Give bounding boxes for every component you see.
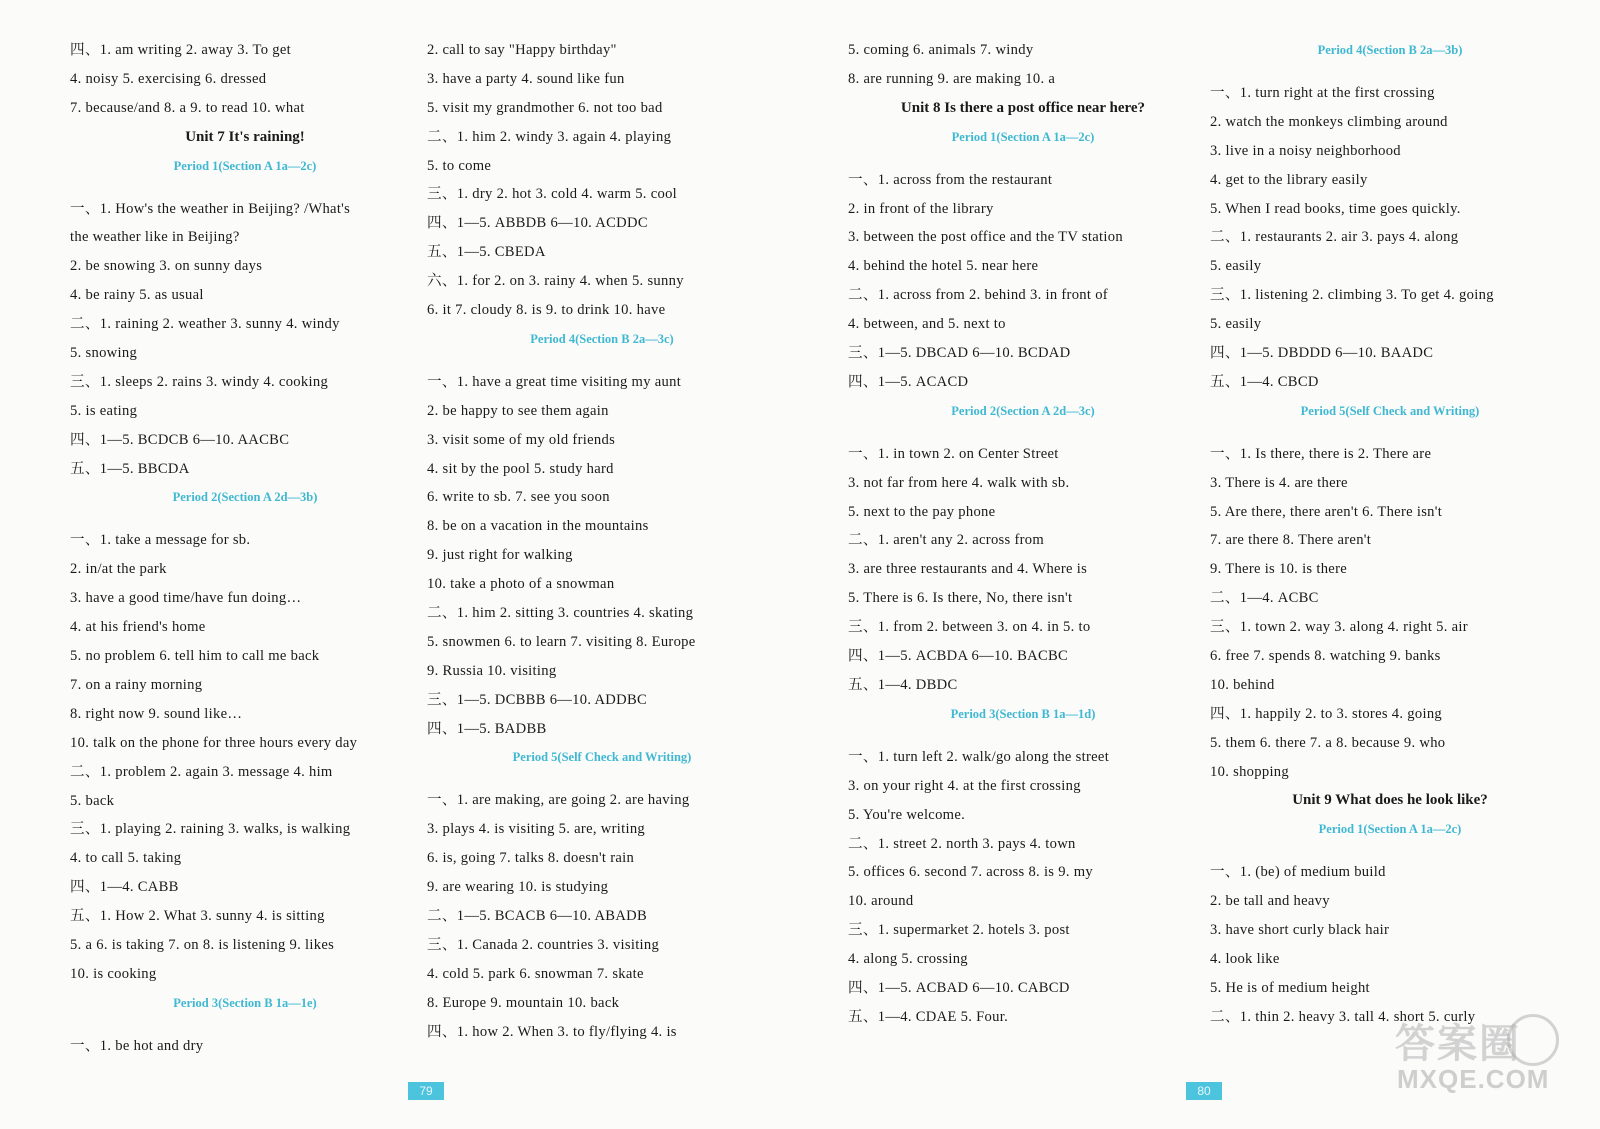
- answer-line: 三、1—5. DBCAD 6—10. BCDAD: [848, 345, 1071, 362]
- answer-line: 五、1—4. CBCD: [1210, 373, 1319, 390]
- answer-line: 4. get to the library easily: [1210, 171, 1368, 188]
- answer-line: 5. back: [70, 792, 115, 809]
- answer-line: 5. to come: [427, 157, 492, 174]
- watermark-seal-icon: [1507, 1014, 1559, 1066]
- answer-line: 5. When I read books, time goes quickly.: [1210, 200, 1461, 217]
- answer-line: 3. not far from here 4. walk with sb.: [848, 474, 1070, 491]
- answer-line: 一、1. How's the weather in Beijing? /What's: [70, 200, 351, 217]
- answer-line: 一、1. be hot and dry: [70, 1037, 204, 1054]
- answer-line: 三、1. playing 2. raining 3. walks, is walking: [70, 821, 351, 838]
- answer-line: 一、1. turn right at the first crossing: [1210, 85, 1435, 101]
- answer-line: 三、1. dry 2. hot 3. cold 4. warm 5. cool: [427, 186, 678, 203]
- period-heading: Period 5(Self Check and Writing): [512, 750, 692, 765]
- answer-line: 三、1. supermarket 2. hotels 3. post: [848, 922, 1070, 939]
- watermark-url: MXQE.COM: [1397, 1064, 1550, 1094]
- answer-line: 三、1. listening 2. climbing 3. To get 4. going: [1210, 287, 1494, 304]
- answer-line: 一、1. (be) of medium build: [1210, 864, 1386, 881]
- answer-line: 四、1—4. CABB: [70, 879, 179, 896]
- answer-line: 5. He is of medium height: [1210, 979, 1370, 996]
- answer-line: 四、1. happily 2. to 3. stores 4. going: [1210, 705, 1443, 722]
- answer-line: 9. Russia 10. visiting: [427, 662, 557, 679]
- period-heading: Period 3(Section B 1a—1e): [173, 995, 317, 1010]
- answer-line: 四、1—5. ACACD: [848, 373, 969, 390]
- answer-line: 3. have short curly black hair: [1210, 922, 1390, 939]
- period-heading: Period 1(Section A 1a—2c): [951, 129, 1095, 144]
- answer-line: 5. You're welcome.: [848, 806, 966, 823]
- answer-line: 5. snowmen 6. to learn 7. visiting 8. Europe: [427, 633, 696, 650]
- period-heading: Period 4(Section B 2a—3c): [530, 331, 674, 346]
- answer-line: 2. in/at the park: [70, 561, 167, 578]
- watermark-logo-text: 答案圈: [1395, 1022, 1521, 1066]
- answer-line: 3. visit some of my old friends: [427, 431, 616, 448]
- answer-line: 4. at his friend's home: [70, 619, 206, 636]
- answer-line: 5. easily: [1210, 316, 1262, 333]
- period-heading: Period 2(Section A 2d—3b): [172, 490, 318, 505]
- answer-line: 3. There is 4. are there: [1210, 474, 1348, 491]
- answer-line: 3. have a party 4. sound like fun: [427, 70, 625, 87]
- answer-line: 8. be on a vacation in the mountains: [427, 518, 649, 535]
- period-heading: Period 1(Section A 1a—2c): [1318, 822, 1462, 837]
- answer-line: 二、1. across from 2. behind 3. in front of: [848, 287, 1108, 304]
- answer-line: 5. visit my grandmother 6. not too bad: [427, 99, 663, 116]
- answer-line: 5. them 6. there 7. a 8. because 9. who: [1210, 734, 1446, 751]
- answer-line: 7. on a rainy morning: [70, 676, 203, 693]
- answer-line: 6. it 7. cloudy 8. is 9. to drink 10. have: [427, 302, 666, 319]
- answer-line: 8. are running 9. are making 10. a: [848, 70, 1056, 87]
- answer-line: 4. noisy 5. exercising 6. dressed: [70, 70, 267, 87]
- period-heading: Period 4(Section B 2a—3b): [1317, 43, 1463, 57]
- answer-line: 6. is, going 7. talks 8. doesn't rain: [427, 850, 635, 867]
- answer-line: 9. There is 10. is there: [1210, 561, 1348, 578]
- answer-line: 4. along 5. crossing: [848, 951, 968, 968]
- answer-line: the weather like in Beijing?: [70, 229, 240, 246]
- answer-line: 4. look like: [1210, 951, 1280, 968]
- answer-line: 2. be happy to see them again: [427, 402, 609, 419]
- answer-line: 四、1—5. ABBDB 6—10. ACDDC: [427, 215, 648, 232]
- answer-line: 一、1. turn left 2. walk/go along the street: [848, 748, 1110, 765]
- answer-line: 三、1. sleeps 2. rains 3. windy 4. cooking: [70, 373, 329, 390]
- answer-line: 一、1. in town 2. on Center Street: [848, 445, 1059, 462]
- column-3: [848, 36, 1198, 1032]
- period-heading: Period 1(Section A 1a—2c): [173, 158, 317, 173]
- answer-line: 一、1. take a message for sb.: [70, 532, 251, 549]
- answer-line: 10. around: [848, 893, 914, 910]
- answer-line: 7. are there 8. There aren't: [1210, 532, 1372, 549]
- answer-line: 四、1—5. ACBDA 6—10. BACBC: [848, 648, 1069, 665]
- answer-line: 5. There is 6. Is there, No, there isn't: [848, 590, 1073, 607]
- answer-line: 四、1. am writing 2. away 3. To get: [70, 42, 291, 58]
- answer-line: 3. live in a noisy neighborhood: [1210, 142, 1401, 159]
- answer-line: 3. have a good time/have fun doing…: [70, 590, 302, 607]
- column-1: [70, 36, 420, 1061]
- answer-line: 5. a 6. is taking 7. on 8. is listening 9. likes: [70, 936, 335, 953]
- unit-heading: Unit 7 It's raining!: [185, 128, 305, 145]
- answer-line: 二、1. him 2. sitting 3. countries 4. skating: [427, 605, 694, 622]
- answer-line: 4. to call 5. taking: [70, 850, 182, 867]
- answer-line: 10. take a photo of a snowman: [427, 576, 615, 593]
- answer-line: 4. sit by the pool 5. study hard: [427, 460, 614, 477]
- answer-line: 5. snowing: [70, 345, 138, 362]
- answer-line: 5. no problem 6. tell him to call me back: [70, 648, 320, 665]
- answer-line: 二、1. problem 2. again 3. message 4. him: [70, 763, 333, 780]
- answer-line: 三、1—5. DCBBB 6—10. ADDBC: [427, 691, 648, 708]
- unit-heading: Unit 8 Is there a post office near here?: [900, 99, 1146, 116]
- answer-line: 6. free 7. spends 8. watching 9. banks: [1210, 648, 1441, 665]
- answer-line: 5. next to the pay phone: [848, 503, 996, 520]
- answer-line: 四、1—5. DBDDD 6—10. BAADC: [1210, 345, 1434, 362]
- answer-line: 5. easily: [1210, 258, 1262, 275]
- answer-line: 3. are three restaurants and 4. Where is: [848, 561, 1088, 578]
- answer-line: 5. Are there, there aren't 6. There isn't: [1210, 503, 1443, 520]
- answer-line: 2. in front of the library: [848, 200, 994, 217]
- answer-line: 一、1. have a great time visiting my aunt: [427, 373, 682, 390]
- column-2: [427, 36, 777, 1047]
- answer-line: 三、1. from 2. between 3. on 4. in 5. to: [848, 619, 1091, 636]
- answer-line: 六、1. for 2. on 3. rainy 4. when 5. sunny: [427, 273, 684, 290]
- answer-line: 4. cold 5. park 6. snowman 7. skate: [427, 965, 644, 982]
- answer-line: 9. are wearing 10. is studying: [427, 879, 609, 896]
- answer-line: 二、1. aren't any 2. across from: [848, 532, 1045, 549]
- answer-line: 二、1. thin 2. heavy 3. tall 4. short 5. curly: [1210, 1008, 1476, 1025]
- watermark: [1395, 1012, 1565, 1107]
- answer-line: 三、1. Canada 2. countries 3. visiting: [427, 936, 660, 953]
- answer-line: 二、1—4. ACBC: [1210, 590, 1319, 607]
- answer-line: 9. just right for walking: [427, 547, 573, 564]
- page-number-right: 80: [1186, 1082, 1222, 1100]
- answer-line: 3. between the post office and the TV station: [848, 229, 1123, 246]
- column-4: [1210, 36, 1570, 1032]
- answer-line: 3. on your right 4. at the first crossing: [848, 777, 1081, 794]
- answer-line: 三、1. town 2. way 3. along 4. right 5. air: [1210, 619, 1468, 636]
- answer-line: 3. plays 4. is visiting 5. are, writing: [427, 821, 646, 838]
- answer-line: 二、1. restaurants 2. air 3. pays 4. along: [1210, 229, 1459, 246]
- answer-line: 2. watch the monkeys climbing around: [1210, 113, 1448, 130]
- answer-line: 二、1. him 2. windy 3. again 4. playing: [427, 128, 672, 145]
- answer-line: 五、1—5. BBCDA: [70, 460, 190, 477]
- answer-line: 4. between, and 5. next to: [848, 316, 1006, 333]
- answer-line: 四、1—5. BCDCB 6—10. AACBC: [70, 431, 290, 448]
- answer-line: 五、1—5. CBEDA: [427, 244, 546, 261]
- answer-line: 二、1—5. BCACB 6—10. ABADB: [427, 908, 648, 925]
- answer-line: 8. Europe 9. mountain 10. back: [427, 994, 620, 1011]
- answer-line: 二、1. street 2. north 3. pays 4. town: [848, 835, 1076, 852]
- page-number-left: 79: [408, 1082, 444, 1100]
- answer-line: 四、1. how 2. When 3. to fly/flying 4. is: [427, 1023, 677, 1040]
- answer-line: 2. call to say "Happy birthday": [427, 42, 617, 58]
- answer-line: 5. offices 6. second 7. across 8. is 9. my: [848, 864, 1093, 881]
- answer-line: 5. is eating: [70, 402, 138, 419]
- answer-line: 四、1—5. BADBB: [427, 720, 547, 737]
- answer-line: 二、1. raining 2. weather 3. sunny 4. windy: [70, 316, 340, 333]
- answer-line: 7. because/and 8. a 9. to read 10. what: [70, 99, 305, 116]
- answer-line: 一、1. are making, are going 2. are having: [427, 792, 690, 809]
- unit-heading: Unit 9 What does he look like?: [1292, 792, 1488, 809]
- answer-line: 5. coming 6. animals 7. windy: [848, 42, 1034, 58]
- answer-line: 8. right now 9. sound like…: [70, 705, 243, 722]
- answer-line: 四、1—5. ACBAD 6—10. CABCD: [848, 979, 1070, 996]
- answer-line: 10. talk on the phone for three hours every day: [70, 734, 358, 751]
- answer-line: 10. shopping: [1210, 763, 1290, 780]
- answer-line: 一、1. Is there, there is 2. There are: [1210, 445, 1432, 462]
- answer-line: 4. be rainy 5. as usual: [70, 287, 204, 304]
- answer-line: 10. is cooking: [70, 965, 157, 982]
- answer-line: 6. write to sb. 7. see you soon: [427, 489, 610, 506]
- answer-line: 2. be snowing 3. on sunny days: [70, 258, 263, 275]
- answer-line: 五、1—4. DBDC: [848, 676, 958, 693]
- answer-line: 五、1. How 2. What 3. sunny 4. is sitting: [70, 908, 325, 925]
- answer-line: 4. behind the hotel 5. near here: [848, 258, 1039, 275]
- answer-line: 10. behind: [1210, 676, 1275, 693]
- period-heading: Period 2(Section A 2d—3c): [951, 403, 1095, 418]
- answer-line: 五、1—4. CDAE 5. Four.: [848, 1008, 1009, 1025]
- answer-line: 2. be tall and heavy: [1210, 893, 1330, 910]
- period-heading: Period 5(Self Check and Writing): [1300, 403, 1480, 418]
- answer-line: 一、1. across from the restaurant: [848, 171, 1053, 188]
- period-heading: Period 3(Section B 1a—1d): [950, 706, 1096, 721]
